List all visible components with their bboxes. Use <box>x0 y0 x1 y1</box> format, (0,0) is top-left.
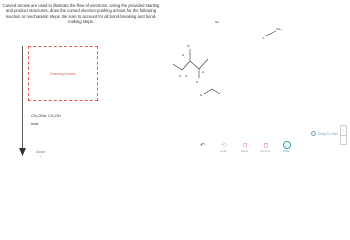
methanol <box>204 89 220 94</box>
zoom-out-button[interactable]: − <box>341 135 346 145</box>
question-instructions: Curved arrows are used to illustrate the flow of electrons. Using the provided starting and product structures, draw the curved electron-pushing arrows for the following reaction or mechanistic steps. Be sure to account for all bond-breaking and bond-making steps. <box>2 3 160 24</box>
reset-icon <box>241 141 249 149</box>
starting-structures[interactable] <box>160 15 280 100</box>
chevron-down-icon: ⌄ <box>39 154 42 158</box>
bottom-toolbar <box>196 141 293 159</box>
reaction-arrow-icon <box>18 46 27 158</box>
drag-to-pan-hint[interactable] <box>311 131 338 136</box>
undo-icon <box>220 141 228 149</box>
drawing-arrows-area[interactable] <box>28 46 98 101</box>
remove-icon <box>262 141 270 149</box>
reaction-conditions <box>31 112 61 128</box>
h-label: H <box>182 53 185 57</box>
h-label: H <box>196 80 199 84</box>
undo-arrow-button[interactable] <box>196 141 209 149</box>
methyl-label: CH₃ <box>276 27 282 31</box>
methoxide <box>266 31 276 36</box>
zoom-label: Zoom <box>36 150 45 154</box>
oxygen-label: O <box>262 36 265 40</box>
bromine-label: Br <box>187 44 190 48</box>
undo-label: Undo <box>220 150 227 153</box>
drag-to-pan-label: Drag To Pan <box>318 131 338 136</box>
h-label: H <box>202 70 205 74</box>
done-icon: ✓ <box>283 141 291 149</box>
done-label: Done <box>283 150 290 153</box>
reset-button[interactable] <box>238 141 251 153</box>
reagent-line: CH₃ONa, CH₃OH <box>31 114 61 118</box>
remove-button[interactable] <box>259 141 272 153</box>
question-icon: ? <box>312 131 315 136</box>
undo-button[interactable] <box>217 141 230 153</box>
zoom-in-button[interactable]: + <box>342 128 345 133</box>
zoom-control[interactable] <box>36 150 45 158</box>
done-button[interactable] <box>280 141 293 153</box>
h-label: H <box>185 74 188 78</box>
remove-label: Remove <box>260 150 271 153</box>
mechanism-panel <box>18 46 98 116</box>
reset-label: Reset <box>241 150 248 153</box>
sodium-label: Na <box>215 20 219 24</box>
condition-line: heat <box>31 122 39 126</box>
drawing-arrows-label: Drawing Arrows <box>50 71 76 76</box>
h-label: H <box>179 74 182 78</box>
undo-icon: ↶ <box>199 142 206 149</box>
zoom-side-tabs <box>340 125 347 145</box>
h-label: H <box>200 93 203 97</box>
